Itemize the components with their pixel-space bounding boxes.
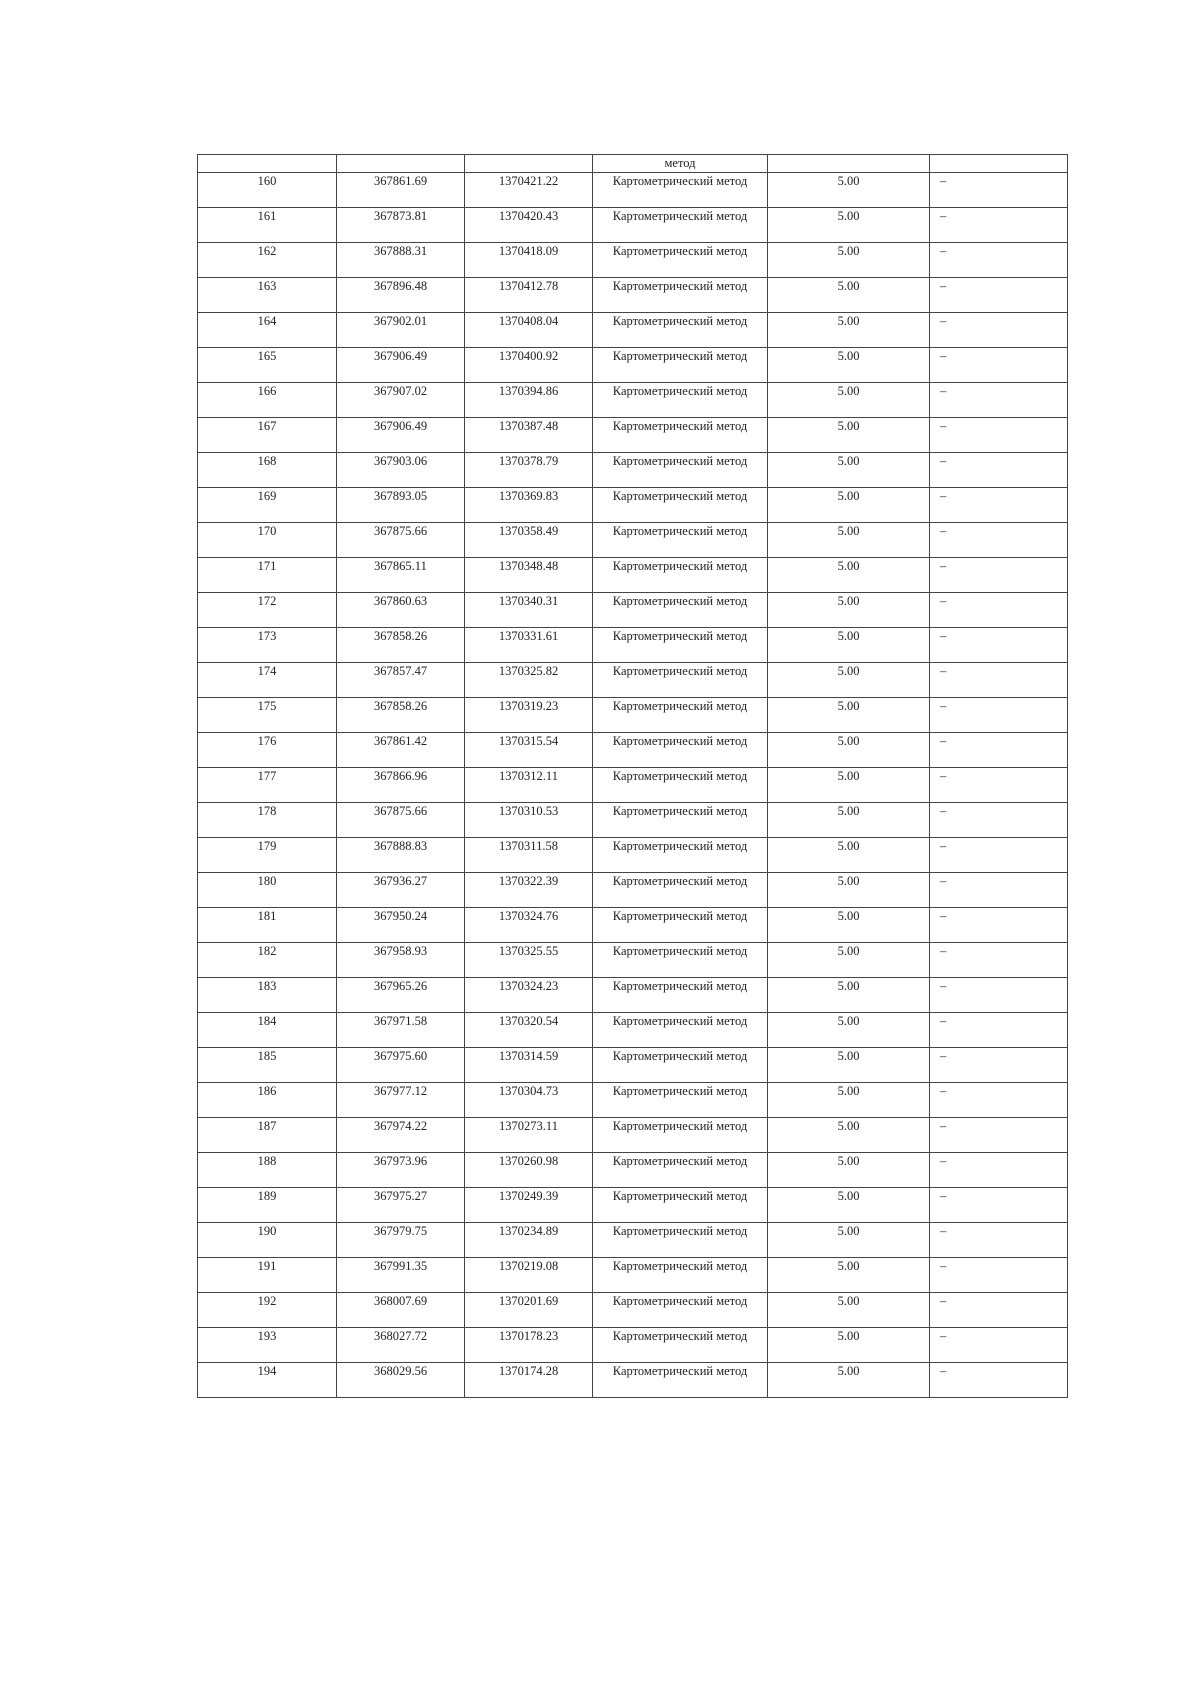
cell-accuracy: 5.00 [768,558,930,593]
cell-point-number: 173 [198,628,337,663]
cell-method: Картометрический метод [593,1083,768,1118]
cell-point-number: 181 [198,908,337,943]
cell-accuracy: 5.00 [768,173,930,208]
cell-note: – [930,1118,1068,1153]
cell-x-coordinate: 367860.63 [337,593,465,628]
cell-accuracy: 5.00 [768,453,930,488]
table-body [198,155,1068,1398]
cell-y-coordinate: 1370273.11 [465,1118,593,1153]
cell-accuracy: 5.00 [768,1328,930,1363]
cell-point-number: 193 [198,1328,337,1363]
table-row [198,383,1068,418]
cell-y-coordinate: 1370315.54 [465,733,593,768]
cell-point-number: 160 [198,173,337,208]
cell-point-number: 162 [198,243,337,278]
table-row-continuation [198,155,1068,173]
cell-x-coordinate: 367991.35 [337,1258,465,1293]
table-row [198,453,1068,488]
cell-y-coordinate: 1370408.04 [465,313,593,348]
cell-y-coordinate: 1370304.73 [465,1083,593,1118]
cell-empty [465,155,593,173]
cell-x-coordinate: 367903.06 [337,453,465,488]
cell-note: – [930,593,1068,628]
cell-point-number: 166 [198,383,337,418]
cell-note: – [930,173,1068,208]
cell-method: Картометрический метод [593,1223,768,1258]
table-row [198,803,1068,838]
cell-note: – [930,803,1068,838]
table-row [198,1223,1068,1258]
cell-x-coordinate: 367965.26 [337,978,465,1013]
table-row [198,1363,1068,1398]
cell-method: Картометрический метод [593,488,768,523]
cell-x-coordinate: 367866.96 [337,768,465,803]
cell-point-number: 163 [198,278,337,313]
table-row [198,1048,1068,1083]
cell-note: – [930,453,1068,488]
cell-note: – [930,523,1068,558]
cell-note: – [930,628,1068,663]
cell-point-number: 180 [198,873,337,908]
cell-note: – [930,838,1068,873]
cell-method: Картометрический метод [593,1013,768,1048]
cell-x-coordinate: 367977.12 [337,1083,465,1118]
cell-x-coordinate: 367858.26 [337,698,465,733]
cell-point-number: 169 [198,488,337,523]
cell-method: Картометрический метод [593,1118,768,1153]
cell-accuracy: 5.00 [768,1118,930,1153]
cell-method: Картометрический метод [593,978,768,1013]
cell-accuracy: 5.00 [768,943,930,978]
table-row [198,1118,1068,1153]
table-row [198,768,1068,803]
table-row [198,1293,1068,1328]
cell-x-coordinate: 367902.01 [337,313,465,348]
cell-method: Картометрический метод [593,768,768,803]
cell-note: – [930,1188,1068,1223]
cell-y-coordinate: 1370348.48 [465,558,593,593]
cell-y-coordinate: 1370400.92 [465,348,593,383]
cell-accuracy: 5.00 [768,628,930,663]
cell-note: – [930,908,1068,943]
cell-note: – [930,348,1068,383]
cell-y-coordinate: 1370320.54 [465,1013,593,1048]
cell-note: – [930,243,1068,278]
table-row [198,523,1068,558]
cell-empty [198,155,337,173]
cell-point-number: 171 [198,558,337,593]
cell-point-number: 183 [198,978,337,1013]
cell-note: – [930,733,1068,768]
table-row [198,593,1068,628]
cell-x-coordinate: 367893.05 [337,488,465,523]
cell-x-coordinate: 367936.27 [337,873,465,908]
cell-y-coordinate: 1370418.09 [465,243,593,278]
cell-x-coordinate: 367875.66 [337,803,465,838]
cell-x-coordinate: 367875.66 [337,523,465,558]
cell-y-coordinate: 1370340.31 [465,593,593,628]
cell-method: Картометрический метод [593,418,768,453]
cell-note: – [930,418,1068,453]
cell-accuracy: 5.00 [768,873,930,908]
cell-y-coordinate: 1370412.78 [465,278,593,313]
cell-accuracy: 5.00 [768,243,930,278]
cell-point-number: 194 [198,1363,337,1398]
cell-method: Картометрический метод [593,278,768,313]
cell-accuracy: 5.00 [768,1258,930,1293]
cell-accuracy: 5.00 [768,278,930,313]
coordinates-table [197,154,1068,1398]
cell-y-coordinate: 1370234.89 [465,1223,593,1258]
cell-y-coordinate: 1370312.11 [465,768,593,803]
table-row [198,1328,1068,1363]
cell-note: – [930,1153,1068,1188]
cell-note: – [930,1363,1068,1398]
cell-point-number: 176 [198,733,337,768]
table-row [198,418,1068,453]
cell-method: Картометрический метод [593,733,768,768]
cell-method: Картометрический метод [593,1188,768,1223]
cell-note: – [930,1013,1068,1048]
cell-x-coordinate: 367861.42 [337,733,465,768]
cell-x-coordinate: 367906.49 [337,348,465,383]
cell-note: – [930,278,1068,313]
cell-note: – [930,558,1068,593]
cell-point-number: 188 [198,1153,337,1188]
cell-y-coordinate: 1370311.58 [465,838,593,873]
cell-point-number: 172 [198,593,337,628]
cell-x-coordinate: 367857.47 [337,663,465,698]
cell-empty [768,155,930,173]
cell-method: Картометрический метод [593,558,768,593]
cell-point-number: 165 [198,348,337,383]
cell-accuracy: 5.00 [768,768,930,803]
cell-method-continuation: метод [593,155,768,173]
cell-point-number: 187 [198,1118,337,1153]
cell-accuracy: 5.00 [768,208,930,243]
cell-accuracy: 5.00 [768,1083,930,1118]
cell-x-coordinate: 367975.60 [337,1048,465,1083]
cell-method: Картометрический метод [593,173,768,208]
cell-x-coordinate: 367888.31 [337,243,465,278]
cell-method: Картометрический метод [593,1363,768,1398]
cell-x-coordinate: 367950.24 [337,908,465,943]
cell-point-number: 190 [198,1223,337,1258]
cell-method: Картометрический метод [593,873,768,908]
cell-y-coordinate: 1370421.22 [465,173,593,208]
cell-accuracy: 5.00 [768,488,930,523]
cell-accuracy: 5.00 [768,1048,930,1083]
cell-point-number: 178 [198,803,337,838]
table-row [198,908,1068,943]
cell-method: Картометрический метод [593,908,768,943]
cell-x-coordinate: 368029.56 [337,1363,465,1398]
cell-accuracy: 5.00 [768,908,930,943]
cell-note: – [930,698,1068,733]
cell-y-coordinate: 1370201.69 [465,1293,593,1328]
cell-y-coordinate: 1370325.55 [465,943,593,978]
cell-method: Картометрический метод [593,243,768,278]
cell-x-coordinate: 367888.83 [337,838,465,873]
cell-accuracy: 5.00 [768,313,930,348]
cell-point-number: 174 [198,663,337,698]
table-row [198,558,1068,593]
cell-point-number: 189 [198,1188,337,1223]
cell-method: Картометрический метод [593,1048,768,1083]
cell-method: Картометрический метод [593,348,768,383]
cell-y-coordinate: 1370324.76 [465,908,593,943]
cell-x-coordinate: 367906.49 [337,418,465,453]
cell-accuracy: 5.00 [768,348,930,383]
table-row [198,243,1068,278]
table-row [198,698,1068,733]
cell-empty [930,155,1068,173]
table-row [198,1258,1068,1293]
cell-method: Картометрический метод [593,313,768,348]
cell-point-number: 167 [198,418,337,453]
cell-accuracy: 5.00 [768,1153,930,1188]
cell-method: Картометрический метод [593,593,768,628]
cell-y-coordinate: 1370358.49 [465,523,593,558]
cell-method: Картометрический метод [593,838,768,873]
cell-y-coordinate: 1370178.23 [465,1328,593,1363]
cell-note: – [930,1328,1068,1363]
cell-x-coordinate: 367971.58 [337,1013,465,1048]
cell-empty [337,155,465,173]
cell-method: Картометрический метод [593,943,768,978]
cell-point-number: 179 [198,838,337,873]
cell-accuracy: 5.00 [768,593,930,628]
cell-method: Картометрический метод [593,383,768,418]
cell-note: – [930,383,1068,418]
cell-x-coordinate: 367974.22 [337,1118,465,1153]
cell-accuracy: 5.00 [768,1188,930,1223]
cell-point-number: 168 [198,453,337,488]
table-row [198,1153,1068,1188]
table-row [198,278,1068,313]
cell-y-coordinate: 1370420.43 [465,208,593,243]
cell-method: Картометрический метод [593,523,768,558]
cell-y-coordinate: 1370219.08 [465,1258,593,1293]
cell-x-coordinate: 367975.27 [337,1188,465,1223]
cell-method: Картометрический метод [593,1258,768,1293]
cell-point-number: 177 [198,768,337,803]
cell-note: – [930,873,1068,908]
cell-point-number: 182 [198,943,337,978]
cell-method: Картометрический метод [593,803,768,838]
table-row [198,208,1068,243]
cell-method: Картометрический метод [593,628,768,663]
cell-accuracy: 5.00 [768,1293,930,1328]
cell-note: – [930,978,1068,1013]
cell-x-coordinate: 367973.96 [337,1153,465,1188]
cell-method: Картометрический метод [593,208,768,243]
cell-y-coordinate: 1370331.61 [465,628,593,663]
cell-y-coordinate: 1370324.23 [465,978,593,1013]
cell-note: – [930,1048,1068,1083]
table-row [198,663,1068,698]
table-row [198,628,1068,663]
cell-accuracy: 5.00 [768,1223,930,1258]
cell-note: – [930,1083,1068,1118]
table-row [198,733,1068,768]
cell-point-number: 184 [198,1013,337,1048]
cell-y-coordinate: 1370322.39 [465,873,593,908]
cell-note: – [930,1223,1068,1258]
cell-y-coordinate: 1370310.53 [465,803,593,838]
cell-x-coordinate: 367896.48 [337,278,465,313]
table-row [198,978,1068,1013]
cell-y-coordinate: 1370319.23 [465,698,593,733]
cell-y-coordinate: 1370249.39 [465,1188,593,1223]
cell-note: – [930,768,1068,803]
cell-method: Картометрический метод [593,453,768,488]
cell-method: Картометрический метод [593,1328,768,1363]
cell-accuracy: 5.00 [768,733,930,768]
cell-y-coordinate: 1370387.48 [465,418,593,453]
cell-note: – [930,208,1068,243]
cell-accuracy: 5.00 [768,838,930,873]
cell-point-number: 191 [198,1258,337,1293]
cell-method: Картометрический метод [593,1153,768,1188]
cell-x-coordinate: 367958.93 [337,943,465,978]
cell-note: – [930,488,1068,523]
cell-point-number: 175 [198,698,337,733]
table-row [198,173,1068,208]
cell-accuracy: 5.00 [768,978,930,1013]
cell-y-coordinate: 1370378.79 [465,453,593,488]
cell-accuracy: 5.00 [768,1363,930,1398]
table-row [198,1013,1068,1048]
cell-x-coordinate: 367858.26 [337,628,465,663]
table-row [198,1188,1068,1223]
cell-x-coordinate: 368007.69 [337,1293,465,1328]
cell-note: – [930,943,1068,978]
cell-y-coordinate: 1370394.86 [465,383,593,418]
table-row [198,1083,1068,1118]
cell-y-coordinate: 1370314.59 [465,1048,593,1083]
table-row [198,873,1068,908]
table-row [198,838,1068,873]
cell-x-coordinate: 367865.11 [337,558,465,593]
table-row [198,943,1068,978]
cell-accuracy: 5.00 [768,1013,930,1048]
cell-note: – [930,1258,1068,1293]
table-row [198,348,1068,383]
cell-y-coordinate: 1370260.98 [465,1153,593,1188]
cell-x-coordinate: 367861.69 [337,173,465,208]
cell-accuracy: 5.00 [768,663,930,698]
cell-point-number: 161 [198,208,337,243]
cell-point-number: 170 [198,523,337,558]
cell-point-number: 192 [198,1293,337,1328]
cell-point-number: 185 [198,1048,337,1083]
cell-accuracy: 5.00 [768,418,930,453]
cell-point-number: 186 [198,1083,337,1118]
cell-y-coordinate: 1370174.28 [465,1363,593,1398]
cell-accuracy: 5.00 [768,383,930,418]
table-row [198,488,1068,523]
cell-x-coordinate: 367873.81 [337,208,465,243]
cell-x-coordinate: 367979.75 [337,1223,465,1258]
cell-accuracy: 5.00 [768,698,930,733]
cell-x-coordinate: 367907.02 [337,383,465,418]
cell-accuracy: 5.00 [768,803,930,838]
cell-x-coordinate: 368027.72 [337,1328,465,1363]
cell-method: Картометрический метод [593,663,768,698]
cell-method: Картометрический метод [593,698,768,733]
cell-note: – [930,663,1068,698]
table-row [198,313,1068,348]
cell-accuracy: 5.00 [768,523,930,558]
cell-note: – [930,313,1068,348]
cell-y-coordinate: 1370325.82 [465,663,593,698]
cell-method: Картометрический метод [593,1293,768,1328]
cell-note: – [930,1293,1068,1328]
cell-point-number: 164 [198,313,337,348]
cell-y-coordinate: 1370369.83 [465,488,593,523]
